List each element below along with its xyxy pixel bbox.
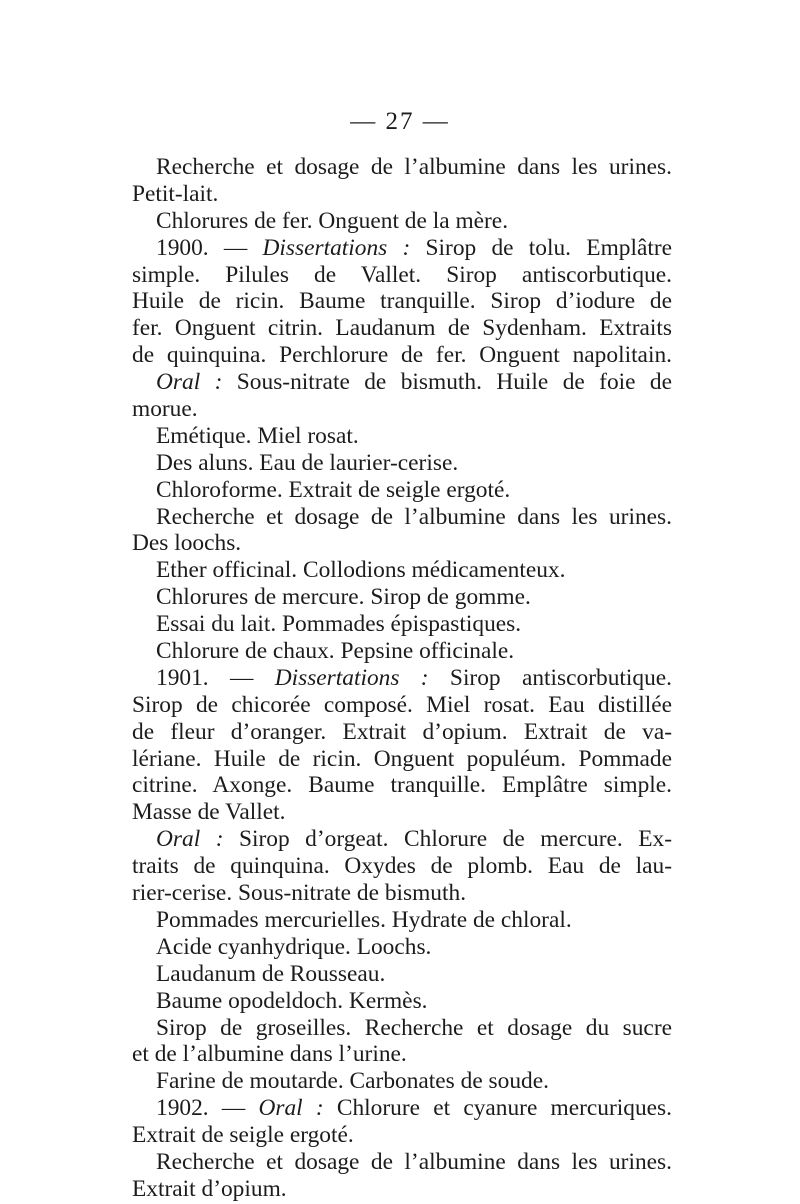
text-line [132,611,672,638]
text-line [132,584,672,611]
text-line [132,907,672,934]
text-run: Farine de moutarde. Carbonates de soude. [156,1068,549,1095]
text-line [132,1176,672,1203]
text-line [132,961,672,988]
text-line [132,450,672,477]
text-line [132,369,672,396]
text-line [132,557,672,584]
italic-label: Oral : [156,369,223,396]
text-run: Extrait d’opium. [132,1175,287,1202]
text-run: Emétique. Miel rosat. [156,422,359,449]
text-run: Chlorures de mercure. Sirop de gomme. [156,584,531,611]
text-run: Des aluns. Eau de laurier-cerise. [156,449,459,476]
text-run: Recherche et dosage de l’albumine dans les urines. [156,503,672,530]
text-run: Sirop antiscorbutique. [428,664,673,691]
text-run: Chloroforme. Extrait de seigle ergoté. [156,476,511,503]
text-line [132,853,672,880]
italic-label: Oral : [156,826,224,853]
text-run: Sirop de tolu. Emplâtre [410,234,673,261]
text-run: rier-cerise. Sous-nitrate de bismuth. [132,880,467,907]
text-run: 1902. — [156,1095,259,1122]
text-run: lériane. Huile de ricin. Onguent populéum. Pommade [132,745,672,772]
text-run: Ether officinal. Collodions médicamenteux. [156,557,566,584]
text-run: de quinquina. Perchlorure de fer. Onguent napolitain. [132,342,672,369]
text-line [132,154,672,181]
text-line [132,504,672,531]
text-line [132,235,672,262]
text-line [132,342,672,369]
text-run: de fleur d’oranger. Extrait d’opium. Extrait de va- [132,718,672,745]
text-run: Sous-nitrate de bismuth. Huile de foie de [222,369,673,396]
text-line [132,315,672,342]
text-run: Chlorure de chaux. Pepsine officinale. [156,638,515,665]
text-run: traits de quinquina. Oxydes de plomb. Eau de lau- [132,853,672,880]
text-line [132,477,672,504]
text-run: fer. Onguent citrin. Laudanum de Sydenham. Extraits [132,315,672,342]
italic-label: Dissertations : [274,664,429,691]
text-run: Extrait de seigle ergoté. [132,1122,354,1149]
text-run: simple. Pilules de Vallet. Sirop antiscorbutique. [132,261,672,288]
text-line [132,423,672,450]
text-line [132,692,672,719]
text-run: Sirop de chicorée composé. Miel rosat. Eau distillée [132,691,672,718]
text-line [132,262,672,289]
page-text [132,154,672,1203]
text-line [132,1068,672,1095]
text-run: Essai du lait. Pommades épispastiques. [156,611,522,638]
text-run: et de l’albumine dans l’urine. [132,1041,407,1068]
text-line [132,799,672,826]
text-line [132,665,672,692]
text-line [132,638,672,665]
text-run: Sirop de groseilles. Recherche et dosage du sucre [156,1014,672,1041]
text-line [132,288,672,315]
page-number: — 27 — [350,108,450,135]
text-run: Recherche et dosage de l’albumine dans les urines. [156,1148,672,1175]
text-line [132,880,672,907]
text-line [132,772,672,799]
text-run: Laudanum de Rousseau. [156,960,386,987]
text-line [132,396,672,423]
italic-label: Oral : [258,1095,324,1122]
italic-label: Dissertations : [262,234,411,261]
text-line [132,719,672,746]
text-line [132,1015,672,1042]
text-run: Recherche et dosage de l’albumine dans les urines. [156,154,672,180]
text-run: citrine. Axonge. Baume tranquille. Emplâtre simple. [132,772,672,799]
text-run: Huile de ricin. Baume tranquille. Sirop d’iodure de [132,288,672,315]
text-line [132,934,672,961]
text-run: Pommades mercurielles. Hydrate de chloral. [156,906,572,933]
text-run: Des loochs. [132,530,242,557]
text-run: Chlorure et cyanure mercuriques. [323,1095,673,1122]
text-line [132,208,672,235]
text-line [132,1095,672,1122]
text-run: 1901. — [156,664,275,691]
text-run: Sirop d’orgeat. Chlorure de mercure. Ex- [223,826,672,853]
text-line [132,746,672,773]
text-line [132,530,672,557]
text-line [132,826,672,853]
text-run: Chlorures de fer. Onguent de la mère. [156,207,509,234]
text-run: morue. [132,396,198,423]
text-line [132,988,672,1015]
text-line [132,1041,672,1068]
text-run: Acide cyanhydrique. Loochs. [156,933,432,960]
text-line [132,1149,672,1176]
text-run: Petit-lait. [132,180,219,207]
text-run: Baume opodeldoch. Kermès. [156,987,428,1014]
text-line [132,1122,672,1149]
text-run: Masse de Vallet. [132,799,286,826]
text-run: 1900. — [156,234,263,261]
text-line [132,181,672,208]
